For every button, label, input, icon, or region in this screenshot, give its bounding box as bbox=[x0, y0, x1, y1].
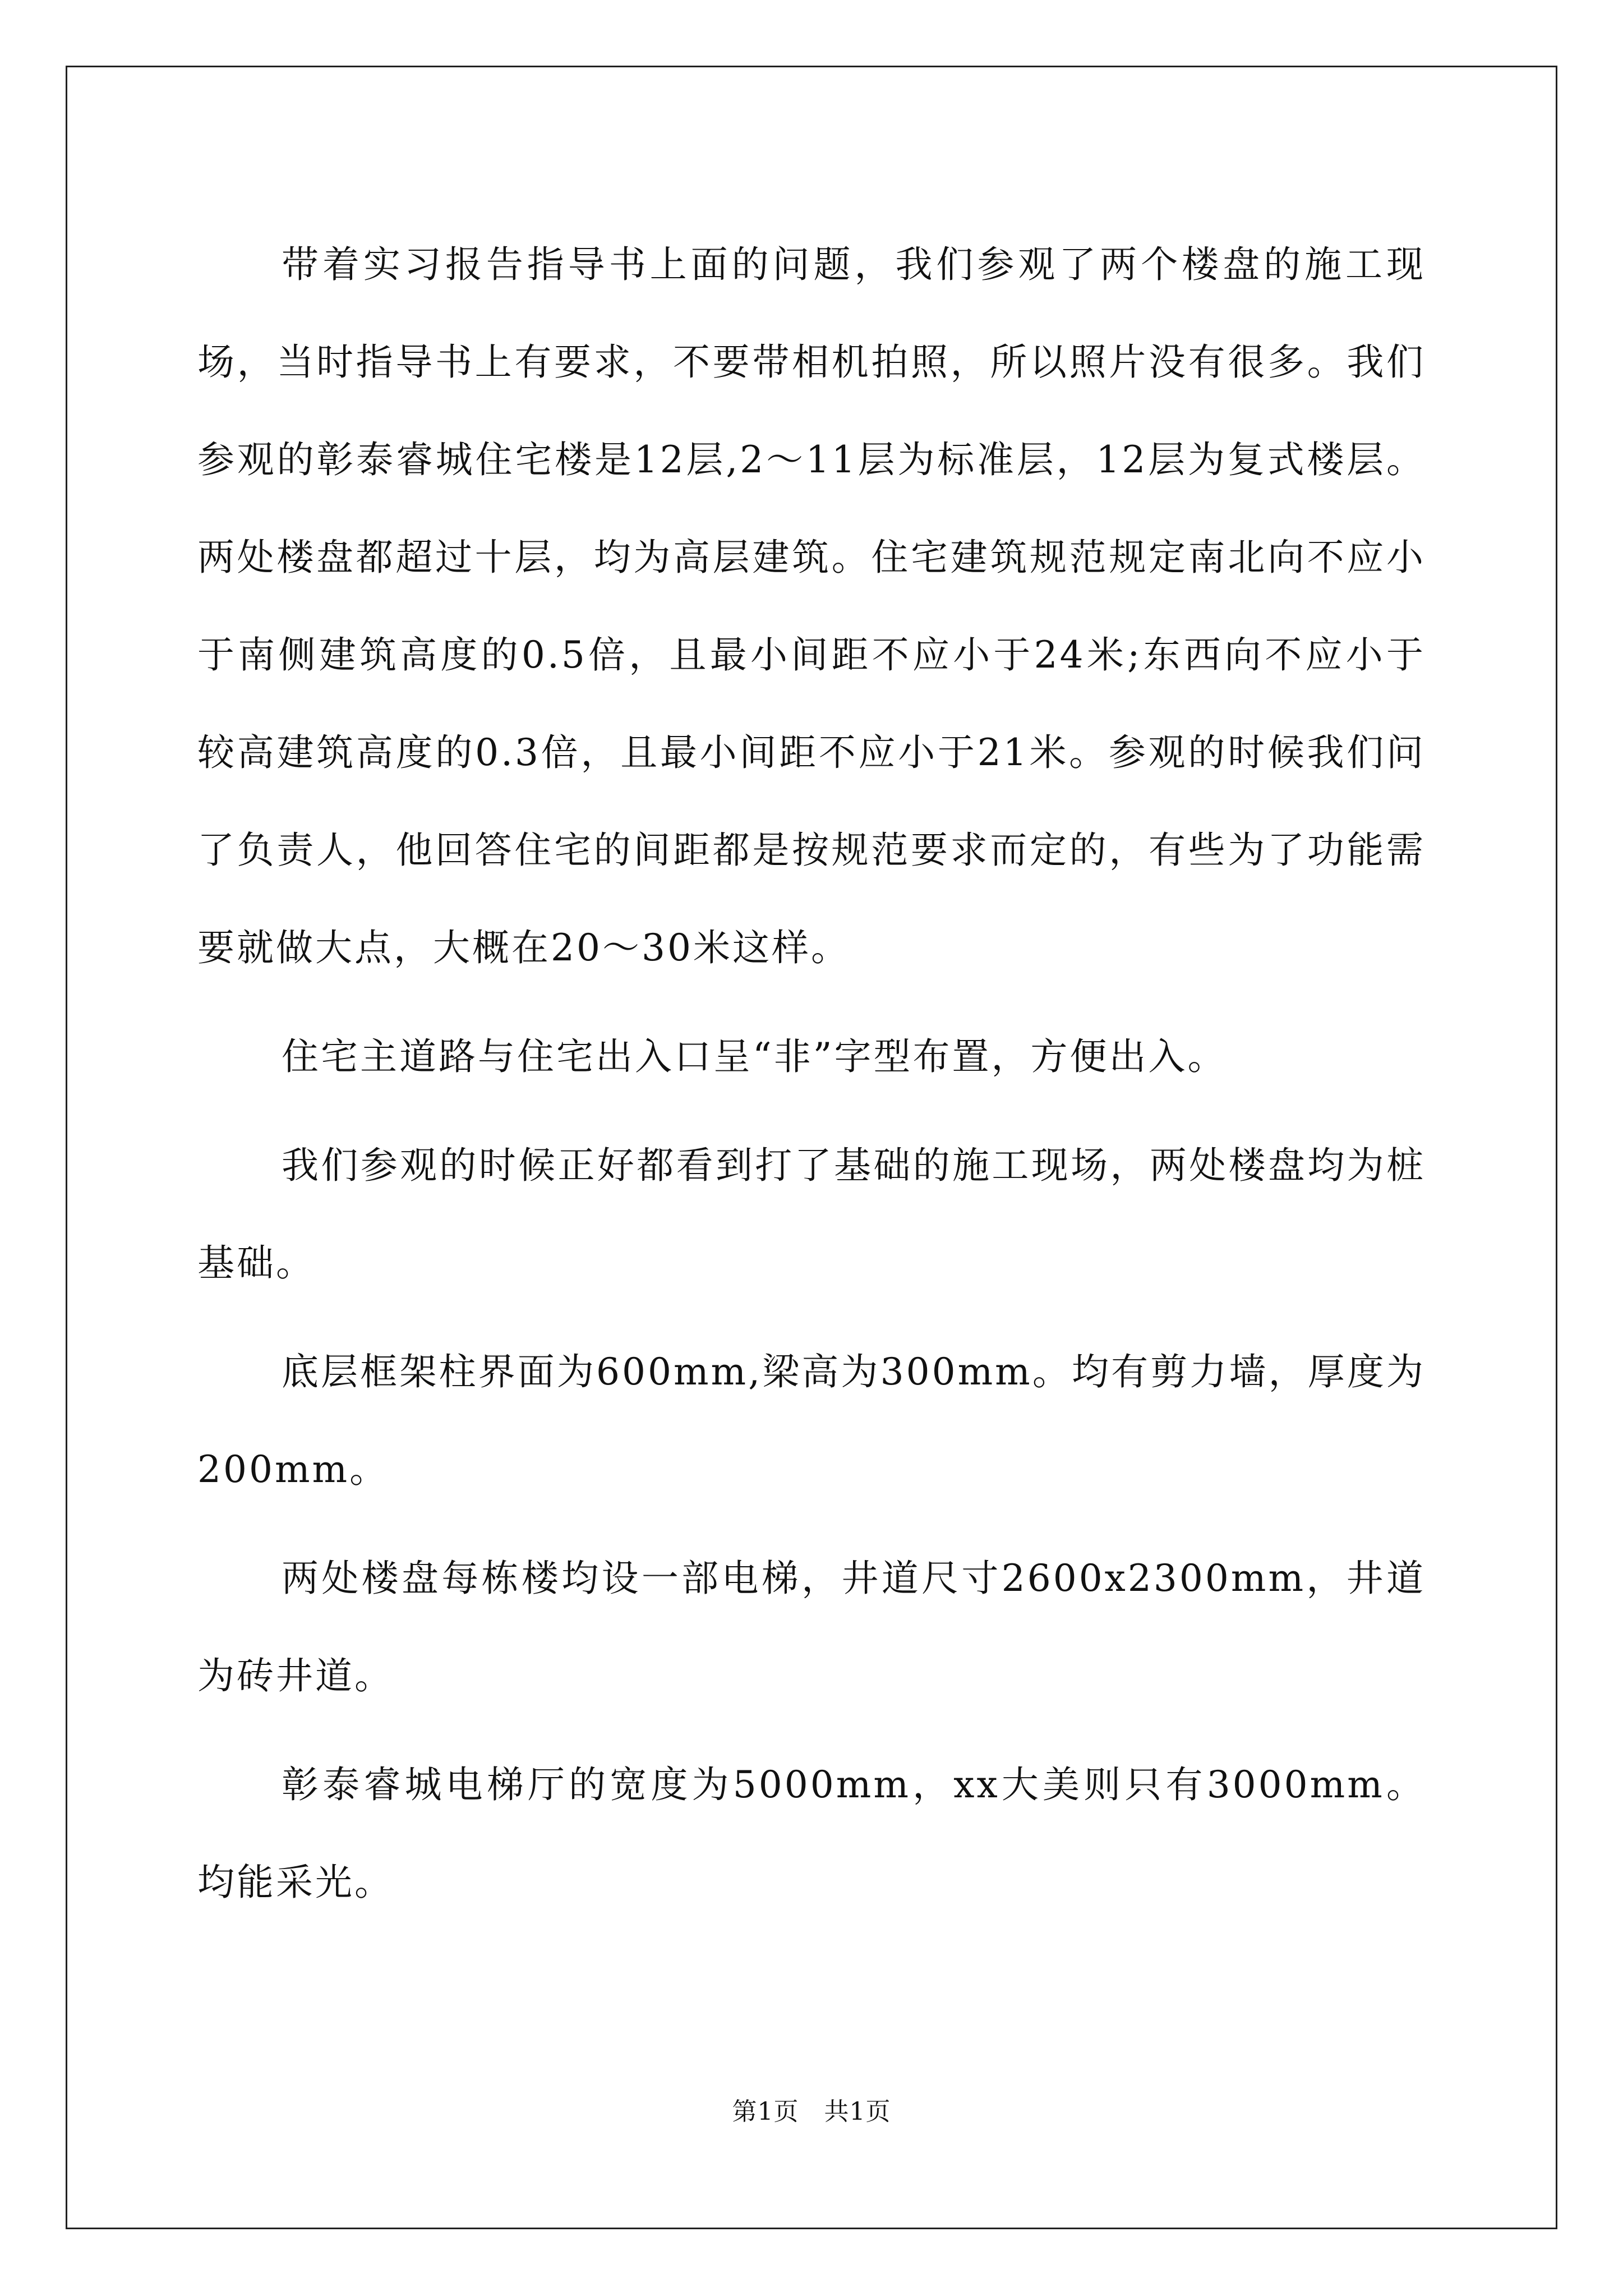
paragraph-elevator-hall: 彰泰睿城电梯厅的宽度为5000mm，xx大美则只有3000mm。均能采光。 bbox=[197, 1763, 1426, 1904]
page-footer bbox=[0, 2091, 1623, 2127]
paragraph-elevator: 两处楼盘每栋楼均设一部电梯，井道尺寸2600x2300mm，井道为砖井道。 bbox=[197, 1557, 1426, 1697]
paragraph-road-layout: 住宅主道路与住宅出入口呈“非”字型布置，方便出入。 bbox=[282, 1035, 1227, 1078]
paragraph-structure: 底层框架柱界面为600mm,梁高为300mm。均有剪力墙，厚度为200mm。 bbox=[197, 1350, 1426, 1491]
paragraph-site-visit: 带着实习报告指导书上面的问题，我们参观了两个楼盘的施工现场，当时指导书上有要求，不要带相机拍照，所以照片没有很多。我们参观的彰泰睿城住宅楼是12层,2～11层为标准层，12层为复式楼层。两处楼盘都超过十层，均为高层建筑。住宅建筑规范规定南北向不应小于南侧建筑高度的0.5倍，且最小间距不应小于24米;东西向不应小于较高建筑高度的0.3倍，且最小间距不应小于21米。参观的时候我们问了负责人，他回答住宅的间距都是按规范要求而定的，有些为了功能需要就做大点，大概在20～30米这样。 bbox=[197, 243, 1426, 969]
document-body bbox=[197, 216, 1426, 1943]
paragraph-foundation: 我们参观的时候正好都看到打了基础的施工现场，两处楼盘均为桩基础。 bbox=[197, 1144, 1426, 1285]
page-total: 共1页 bbox=[824, 2097, 891, 2126]
page-number: 第1页 bbox=[732, 2097, 799, 2126]
